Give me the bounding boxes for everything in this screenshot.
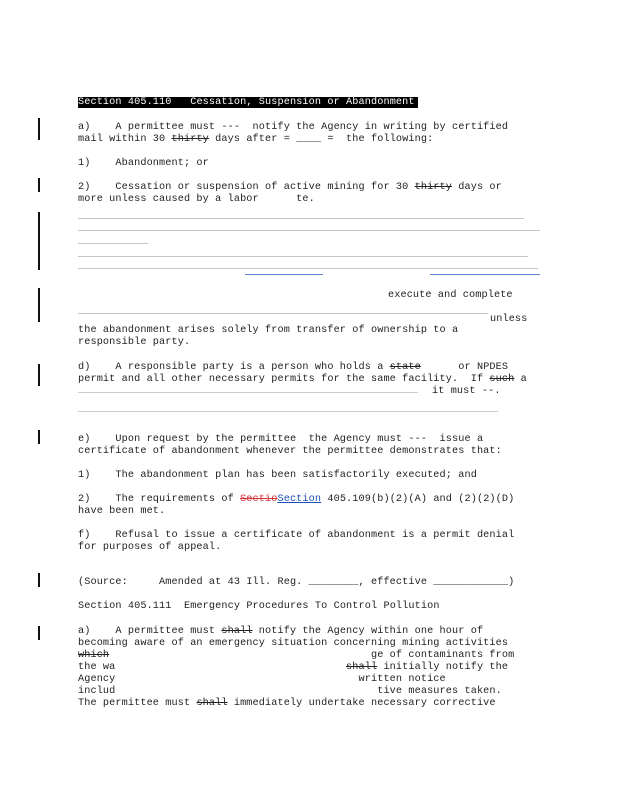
struck-text: thirty xyxy=(171,134,209,145)
illegible-scan-noise xyxy=(78,313,488,314)
para-c-line: responsible party. xyxy=(78,337,191,348)
illegible-scan-noise xyxy=(245,274,323,275)
para-e-line: certificate of abandonment whenever the permittee demonstrates that: xyxy=(78,446,502,457)
item-e-2-line: have been met. xyxy=(78,506,166,517)
para-e-line: e) Upon request by the permittee the Agency must --- issue a xyxy=(78,434,484,445)
illegible-scan-noise xyxy=(430,274,540,275)
struck-text: state xyxy=(389,362,421,373)
revision-bar xyxy=(38,626,40,640)
para-f-line: f) Refusal to issue a certificate of abandonment is a permit denial xyxy=(78,530,515,541)
para-d-line: it must --. xyxy=(432,386,501,397)
para-a2-line: which ge of contaminants from xyxy=(78,650,515,661)
struck-text: such xyxy=(489,374,515,385)
struck-text: shall xyxy=(346,662,378,673)
struck-text: which xyxy=(78,650,110,661)
para-d-line: d) A responsible party is a person who holds a state or NPDES xyxy=(78,362,509,373)
revision-bar xyxy=(38,118,40,140)
item-e-2-line: 2) The requirements of SectioSection 405.109(b)(2)(A) and (2)(2)(D) xyxy=(78,494,515,505)
para-a2-line: includ tive measures taken. xyxy=(78,686,502,697)
illegible-scan-noise xyxy=(78,392,418,393)
section-number: Section 405.111 xyxy=(78,601,172,612)
revision-bar xyxy=(38,178,40,192)
para-a-line: a) A permittee must --- notify the Agency in writing by certified xyxy=(78,122,509,133)
para-a2-line: a) A permittee must shall notify the Agency within one hour of xyxy=(78,626,484,637)
item-1: 1) Abandonment; or xyxy=(78,158,209,169)
revision-bar xyxy=(38,288,40,322)
para-a2-line: the wa shall initially notify the xyxy=(78,662,509,673)
struck-text: thirty xyxy=(414,182,453,193)
revision-bar xyxy=(38,212,40,270)
illegible-scan-noise xyxy=(78,230,540,231)
deleted-text: Sectio xyxy=(240,494,278,505)
para-f-line: for purposes of appeal. xyxy=(78,542,222,553)
item-2-line: more unless caused by a labor te. xyxy=(78,194,315,205)
struck-text: shall xyxy=(221,626,253,637)
para-a-line: mail within 30 thirty days after = ____ = the following: xyxy=(78,134,434,145)
revision-bar xyxy=(38,364,40,386)
illegible-scan-noise xyxy=(78,256,528,257)
para-a2-line: The permittee must shall immediately undertake necessary corrective xyxy=(78,698,496,709)
item-e-1: 1) The abandonment plan has been satisfactorily executed; and xyxy=(78,470,477,481)
illegible-scan-noise xyxy=(78,411,498,412)
item-2-line: 2) Cessation or suspension of active mining for 30 thirty days or xyxy=(78,182,502,193)
section-number: Section 405.110 xyxy=(78,97,172,108)
section-405-110-heading xyxy=(78,97,418,108)
para-c-line: the abandonment arises solely from transfer of ownership to a xyxy=(78,325,459,336)
inserted-text: Section xyxy=(277,494,322,505)
section-405-111-heading xyxy=(78,601,440,612)
section-title: Emergency Procedures To Control Pollution xyxy=(183,601,440,612)
para-c-line: execute and complete xyxy=(388,290,513,301)
illegible-scan-noise xyxy=(78,268,538,269)
source-note: (Source: Amended at 43 Ill. Reg. ________, effective ____________) xyxy=(78,577,515,588)
illegible-scan-noise xyxy=(78,243,148,244)
revision-bar xyxy=(38,573,40,587)
para-c-line: unless xyxy=(490,314,528,325)
revision-bar xyxy=(38,430,40,444)
section-title: Cessation, Suspension or Abandonment xyxy=(190,97,415,108)
struck-text: shall xyxy=(196,698,228,709)
para-a2-line: becoming aware of an emergency situation concerning mining activities xyxy=(78,638,509,649)
illegible-scan-noise xyxy=(78,218,524,219)
para-a2-line: Agency written notice xyxy=(78,674,446,685)
para-d-line: permit and all other necessary permits for the same facility. If such a xyxy=(78,374,527,385)
